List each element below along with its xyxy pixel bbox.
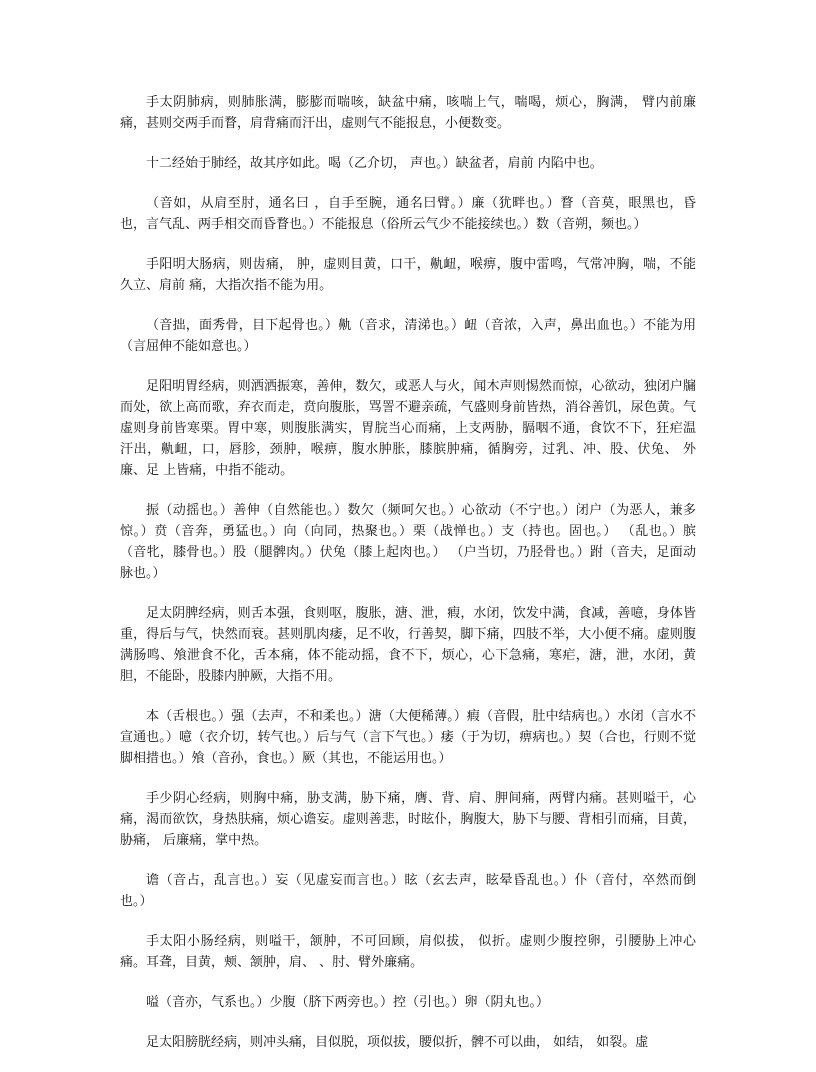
document-page xyxy=(120,92,696,1072)
paragraph: 足太阳膀胱经病，则冲头痛，目似脱，项似拔，腰似折，髀不可以曲， 如结， 如裂。虚 xyxy=(146,1035,649,1050)
paragraph: （音如，从肩至肘，通名曰 ，自手至腕，通名曰臂。）廉（犹畔也。）瞀（音莫，眼黑也，昏也，言气乱、两手相交而昏瞀也。）不能报息（俗所云气少不能接续也。）数（音朔，频也。） xyxy=(120,196,696,232)
paragraph: 足太阴脾经病，则舌本强，食则呕，腹胀，溏、泄，瘕，水闭，饮发中满，食减，善噫，身体皆重，得后与气，快然而衰。甚则肌肉痿，足不收，行善契，脚下痛，四肢不举，大小便不痛。虚则腹满肠鸣、飧泄食不化，舌本痛，体不能动摇，食不下，烦心，心下急痛，寒疟，溏，泄，水闭，黄胆，不能卧，股膝内肿厥，大指不用。 xyxy=(120,606,696,684)
paragraph: 手阳明大肠病，则齿痛， 肿，虚则目黄，口干，鼽衄，喉痹，腹中雷鸣，气常冲胸，喘，不能久立、肩前 痛，大指次指不能为用。 xyxy=(120,257,696,293)
paragraph: 振（动摇也。）善伸（自然能也。）数欠（频呵欠也。）心欲动（不宁也。）闭户（为恶人，兼多惊。）贲（音奔，勇猛也。）向（向同，热聚也。）栗（战惮也。）支（持也。固也。） （乱也。）膑（音牝，膝骨也。）股（腿髀肉。）伏兔（膝上起肉也。） （户当切，乃胫骨也。）跗（音夫，足面动脉也。） xyxy=(120,503,696,581)
paragraph: （音拙，面秀骨，目下起骨也。）鼽（音求，清涕也。）衄（音浓，入声，鼻出血也。）不能为用（言屈伸不能如意也。） xyxy=(120,318,696,354)
paragraph: 十二经始于肺经，故其序如此。喝（乙介切， 声也。）缺盆者，肩前 内陷中也。 xyxy=(146,156,603,171)
paragraph: 嗌（音亦，气系也。）少腹（脐下两旁也。）控（引也。）卵（阴丸也。） xyxy=(146,995,550,1010)
paragraph: 手少阴心经病，则胸中痛，胁支满，胁下痛，膺、背、肩、胛间痛，两臂内痛。甚则嗌干，心痛，渴而欲饮，身热肤痛，烦心谵妄。虚则善悲，时眩仆，胸腹大，胁下与腰、背相引而痛，目黄，胁痛， 后廉痛，掌中热。 xyxy=(120,791,696,848)
paragraph: 谵（音占，乱言也。）妄（见虚妄而言也。）眩（玄去声，眩晕昏乱也。）仆（音付，卒然而倒也。） xyxy=(120,873,696,909)
paragraph: 本（舌根也。）强（去声，不和柔也。）溏（大便稀薄。）瘕（音假，肚中结病也。）水闭（言水不宣通也。）噫（衣介切，转气也。）后与气（言下气也。）痿（于为切，痹病也。）契（合也，行则不觉脚相措也。）飧（音孙，食也。）厥（其也，不能运用也。） xyxy=(120,709,696,766)
paragraph: 足阳明胃经病，则洒洒振寒，善伸，数欠，或恶人与火，闻木声则惕然而惊，心欲动，独闭户牖而处，欲上高而歌，弃衣而走，贲向腹胀，骂詈不避亲疏，气盛则身前皆热，消谷善饥，尿色黄。气虚则身前皆寒栗。胃中寒，则腹胀满实，胃脘当心而痛，上支两胁，膈咽不通，食饮不下，狂疟温 汗出，鼽衄，口，唇胗，颈肿，喉痹，腹水肿胀，膝膑肿痛，循胸旁，过乳、冲、股、伏兔、 外廉、足 上皆痛，中指不能动。 xyxy=(120,379,696,478)
paragraph: 手太阴肺病，则肺胀满，膨膨而喘咳，缺盆中痛，咳喘上气，喘喝，烦心，胸满， 臂内前廉痛，甚则交两手而瞀，肩背痛而汗出，虚则气不能报息，小便数变。 xyxy=(120,95,696,131)
paragraph: 手太阳小肠经病，则嗌干，颔肿，不可回顾，肩似拔， 似折。虚则少腹控卵，引腰胁上冲心痛。耳聋，目黄，颊、颔肿，肩、 、肘、臂外廉痛。 xyxy=(120,934,696,970)
